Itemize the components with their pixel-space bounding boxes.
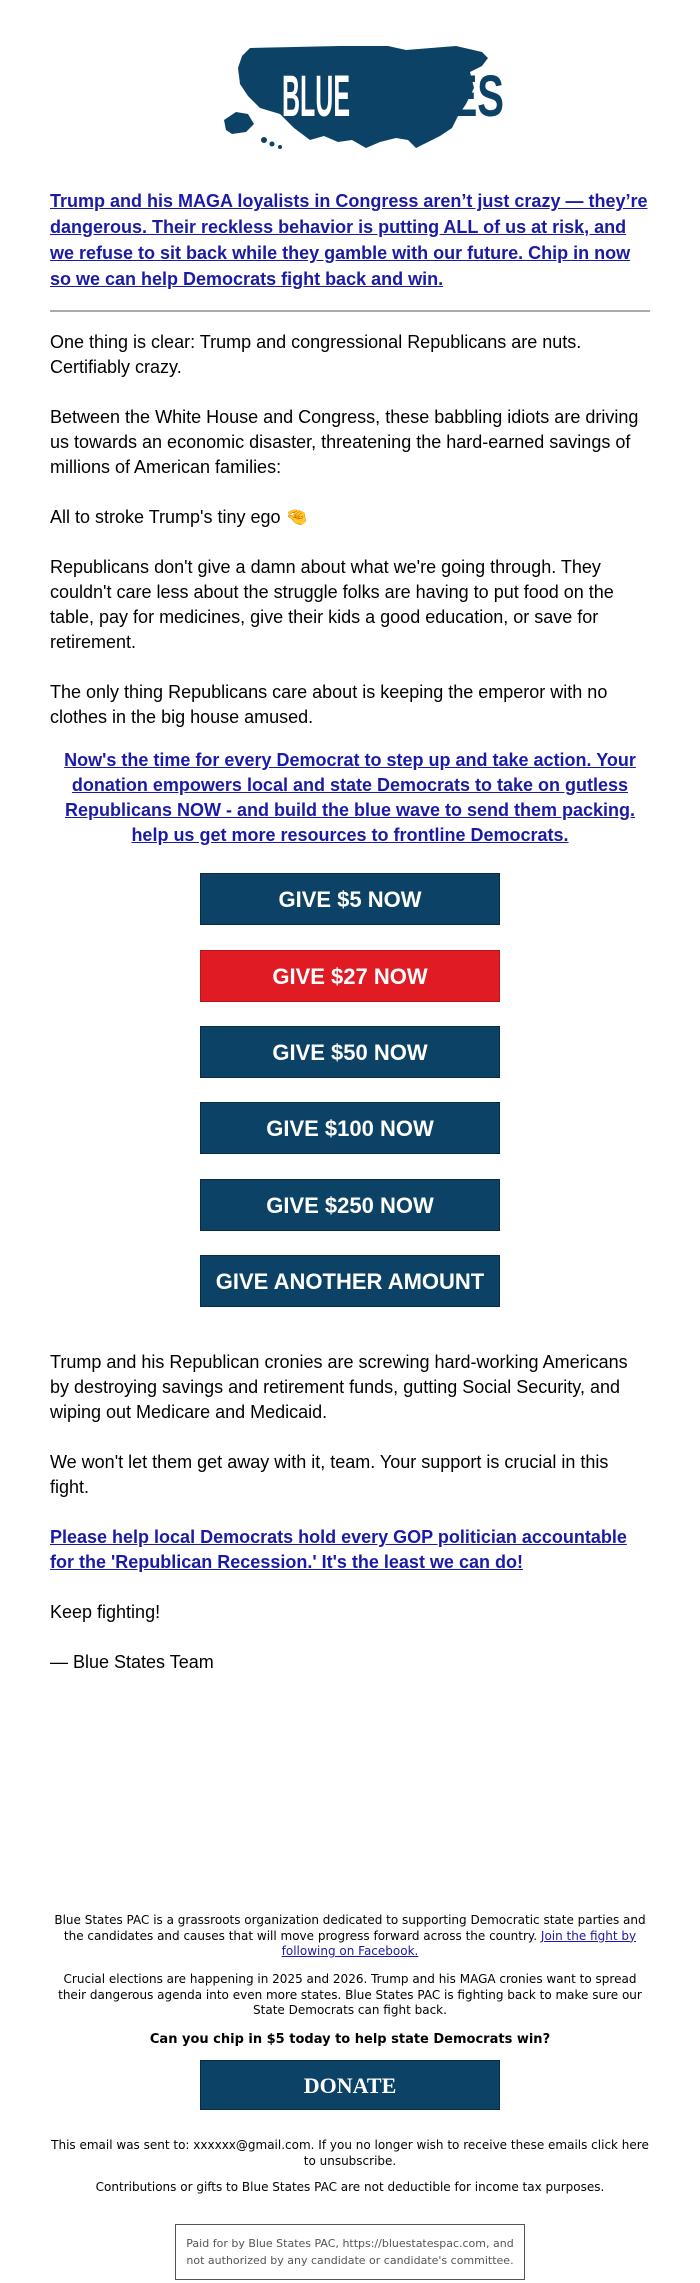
signoff: — Blue States Team xyxy=(50,1652,214,1672)
paragraph-economy: Between the White House and Congress, these babbling idiots are driving us towards an economic disaster, threatening the hard-earned savings of millions of American families: xyxy=(50,407,639,477)
footer-about-text: Blue States PAC is a grassroots organization dedicated to supporting Democratic state parties and the candidates and causes that will move progress forward across the country. xyxy=(54,1913,646,1943)
accountability-link[interactable]: Please help local Democrats hold every GOP politician accountable for the 'Republican Recession.' It's the least we can do! xyxy=(50,1527,627,1572)
footer-elections: Crucial elections are happening in 2025 and 2026. Trump and his MAGA cronies want to spread their dangerous agenda into even more states. Blue States PAC is fighting back to make sure our State Democrats can fight back. xyxy=(58,1972,642,2017)
give-another-amount-button[interactable]: GIVE ANOTHER AMOUNT xyxy=(200,1255,500,1307)
give-100-button[interactable]: GIVE $100 NOW xyxy=(200,1102,500,1154)
facebook-link[interactable]: Join the fight by following on Facebook. xyxy=(281,1928,637,1958)
donate-button[interactable]: DONATE xyxy=(200,2060,500,2110)
blue-states-logo[interactable] xyxy=(220,44,510,154)
paragraph-struggle: Republicans don't give a damn about what we're going through. They couldn't care less about the struggle folks are having to put food on the table, pay for medicines, give their kids a good education, or save for retirement. xyxy=(50,557,614,652)
footer-about xyxy=(50,1913,650,1960)
paragraph-ego-text: All to stroke Trump's tiny ego xyxy=(50,507,281,527)
paragraph-cronies: Trump and his Republican cronies are screwing hard-working Americans by destroying savings and retirement funds, gutting Social Security, and wiping out Medicare and Medicaid. xyxy=(50,1352,628,1422)
cta-donate-link[interactable]: Now's the time for every Democrat to step up and take action. Your donation empowers local and state Democrats to take on gutless Republicans NOW - and build the blue wave to send them packing. help us get more resources to frontline Democrats. xyxy=(64,750,636,845)
give-250-button[interactable]: GIVE $250 NOW xyxy=(200,1179,500,1231)
lead-donate-link[interactable]: Trump and his MAGA loyalists in Congress aren’t just crazy — they’re dangerous. Their reckless behavior is putting ALL of us at risk, and we refuse to sit back while they gamble with our future. Chip in now so we can help Democrats fight back and win. xyxy=(50,191,648,289)
give-5-button[interactable]: GIVE $5 NOW xyxy=(200,873,500,925)
paragraph-support: We won't let them get away with it, team. Your support is crucial in this fight. xyxy=(50,1452,609,1497)
us-map-icon xyxy=(220,44,510,154)
paragraph-emperor: The only thing Republicans care about is keeping the emperor with no clothes in the big house amused. xyxy=(50,682,608,727)
divider xyxy=(50,310,650,312)
footer-sent-to[interactable]: This email was sent to: xxxxxx@gmail.com. If you no longer wish to receive these emails click here to unsubscribe. xyxy=(51,2138,649,2168)
logo-text-states: STATES xyxy=(352,64,504,129)
logo-text-blue: BLUE xyxy=(282,64,350,129)
give-27-button[interactable]: GIVE $27 NOW xyxy=(200,950,500,1002)
paragraph-keep-fighting: Keep fighting! xyxy=(50,1602,161,1622)
paid-for-disclaimer: Paid for by Blue States PAC, https://bluestatespac.com, and not authorized by any candidate or candidate's committee. xyxy=(175,2224,525,2280)
pinching-hand-icon: 🤏 xyxy=(285,507,308,527)
paragraph-ego xyxy=(50,505,650,530)
paragraph-intro: One thing is clear: Trump and congressional Republicans are nuts. Certifiably crazy. xyxy=(50,332,582,377)
footer-chip-in: Can you chip in $5 today to help state Democrats win? xyxy=(149,2032,551,2047)
give-50-button[interactable]: GIVE $50 NOW xyxy=(200,1026,500,1078)
footer-tax-notice: Contributions or gifts to Blue States PAC are not deductible for income tax purposes. xyxy=(95,2180,605,2194)
